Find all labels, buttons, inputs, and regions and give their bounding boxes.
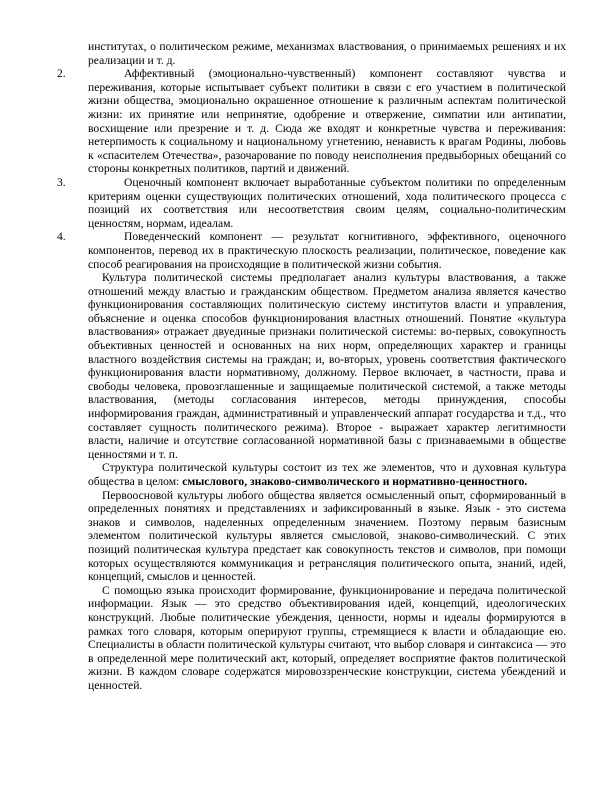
list-item-3	[57, 175, 566, 230]
list-number: 4.	[57, 230, 66, 244]
document-page	[57, 40, 566, 693]
paragraph-structure-text: Структура политической культуры состоит из тех же элементов, что и духовная культура общества в целом:	[88, 461, 566, 488]
paragraph-structure-bold: смыслового, знаково-символического и нормативно-ценностного.	[182, 475, 528, 488]
list-item-text: Оценочный компонент включает выработанные субъектом политики по определенным критериям оценки существующих политических отношений, хода политического процесса с позиций их соответствия или несоответствия своим целям, социально-политическим ценностям, нормам, идеалам.	[88, 175, 566, 230]
paragraph-culture-of-power: Культура политической системы предполагает анализ культуры властвования, а также отношений между властью и гражданским обществом. Предметом анализа является качество функционирования составляющих политическую систему институтов власти и управления, объяснение и оценка способов функционирования властных отношений. Понятие «культура властвования» отражает двуединые признаки политической системы: во-первых, совокупность объективных ценностей и основанных на них норм, определяющих характер и границы властного воздействия системы на граждан; и, во-вторых, уровень соответствия фактического функционирования власти нормативному, должному. Первое включает, в частности, права и свободы человека, провозглашенные и защищаемые политической системой, а также методы властвования, (методы согласования интересов, методы принуждения, способы информирования граждан, административный и управленческий аппарат государства и т.д., что составляет сущность политического режима). Второе - выражает характер легитимности власти, наличие и отсутствие согласованной нормативной базы с признаваемыми в обществе ценностями и т. п.	[88, 271, 566, 461]
list-number: 2.	[57, 67, 66, 81]
paragraph-language: С помощью языка происходит формирование, функционирование и передача политической информации. Язык — это средство объективирования идей, концепций, идеологических конструкций. Любые политические убеждения, ценности, нормы и идеалы формируются в рамках того словаря, которым оперируют группы, стремящиеся к власти и обладающие ею. Специалисты в области политической культуры считают, что выбор словаря и синтаксиса — это в определенной мере политический акт, который, определяет восприятие фактов политической жизни. В каждом словаре содержатся мировоззренческие конструкции, система убеждений и ценностей.	[88, 583, 566, 692]
list-item-text: Поведенческий компонент — результат когнитивного, эффективного, оценочного компонентов, перевод их в практическую плоскость реализации, политическое, поведение как способ реагирования на происходящие в политической жизни события.	[88, 230, 566, 271]
paragraph-foundation: Первоосновой культуры любого общества является осмысленный опыт, сформированный в определенных понятиях и представлениях и зафиксированный в языке. Язык - это система знаков и символов, наделенных определенным значением. Поэтому первым базисным элементом политической культуры является смысловой, знаково-символический. С этих позиций политическая культура предстает как совокупность текстов и символов, при помощи которых осуществляются коммуникация и ретрансляция политического опыта, знаний, идей, концепций, смыслов и ценностей.	[88, 488, 566, 584]
paragraph-continuation: институтах, о политическом режиме, механизмах властвования, о принимаемых решениях и их реализации и т. д.	[88, 40, 566, 67]
list-item-4	[57, 230, 566, 271]
paragraph-structure	[88, 461, 566, 488]
list-number: 3.	[57, 175, 66, 189]
list-item-2	[57, 67, 566, 176]
list-item-text: Аффективный (эмоционально-чувственный) компонент составляют чувства и переживания, которые испытывает субъект политики в связи с его участием в политической жизни общества, эмоционально окрашенное отношение к различным аспектам политической жизни: их принятие или непринятие, одобрение и отвержение, симпатии или антипатии, восхищение или презрение и т. д. Сюда же входят и конкретные чувства и переживания: нетерпимость к социальному и национальному угнетению, ненависть к врагам Родины, любовь к «спасителем Отечества», разочарование по поводу неисполнения предвыборных обещаний со стороны конкретных политиков, партий и движений.	[88, 67, 566, 176]
